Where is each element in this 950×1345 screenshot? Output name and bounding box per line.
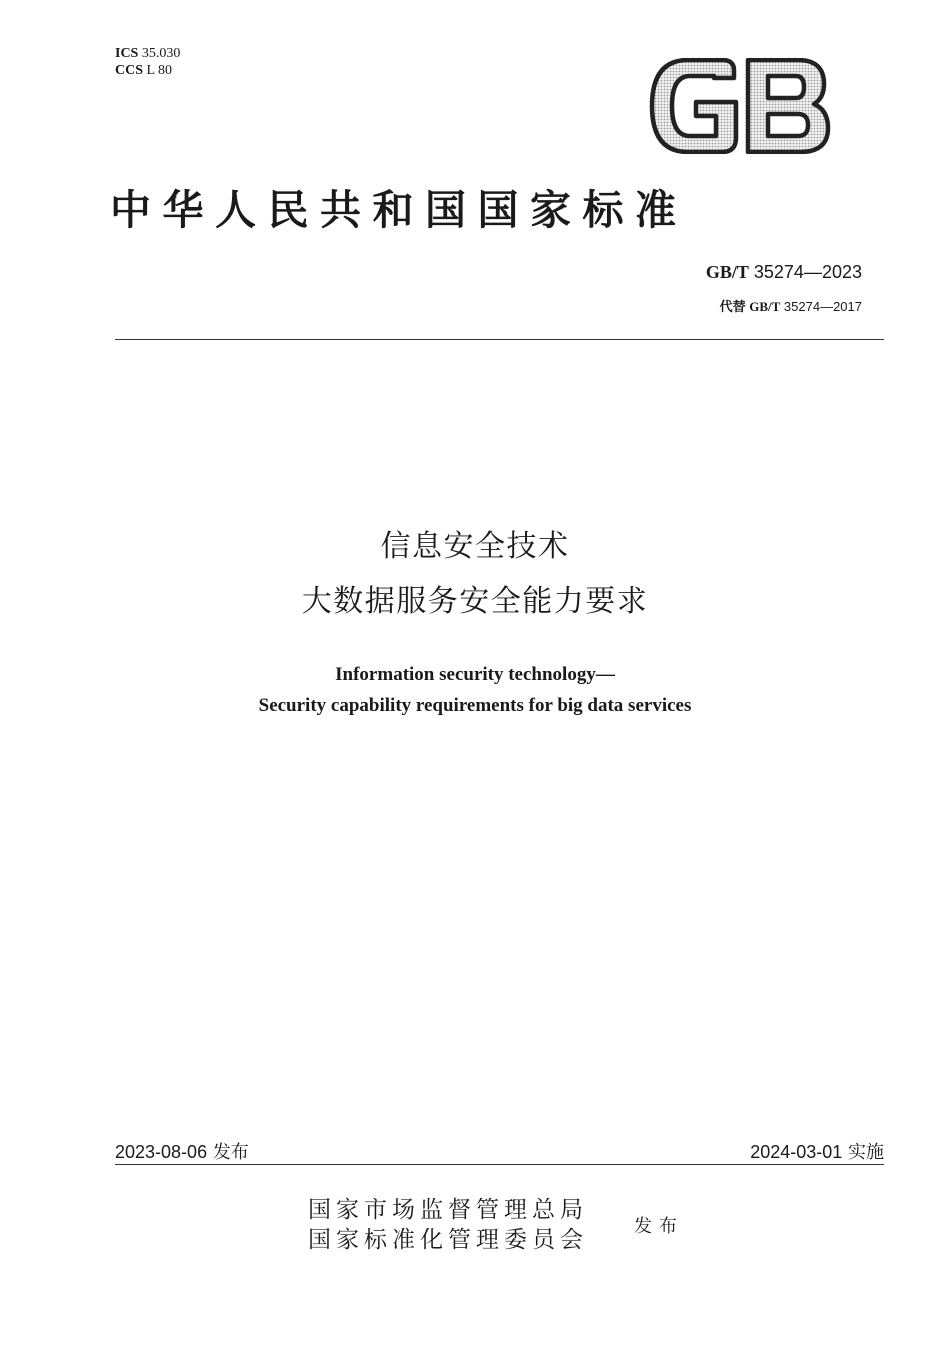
ccs-code: L 80	[146, 63, 173, 78]
classification-codes	[115, 45, 180, 79]
issue-date-value: 2023-08-06	[115, 1142, 208, 1162]
header-divider	[115, 339, 884, 340]
issuer-line1: 国家市场监督管理总局	[308, 1197, 588, 1223]
gb-logo-graphic	[648, 58, 832, 154]
issuing-authorities	[308, 1195, 588, 1255]
standard-prefix: GB/T	[705, 262, 749, 282]
issue-date-label: 发布	[212, 1142, 249, 1163]
issuer-line2: 国家标准化管理委员会	[308, 1227, 588, 1253]
replaces-prefix: GB/T	[749, 299, 781, 314]
publish-label: 发布	[634, 1216, 684, 1237]
ics-code: 35.030	[141, 46, 181, 61]
title-en-line2: Security capability requirements for big data services	[258, 695, 692, 716]
title-cn-line2: 大数据服务安全能力要求	[301, 584, 649, 619]
gb-standard-logo-icon	[648, 58, 832, 154]
implementation-date	[750, 1138, 884, 1164]
title-en-line1: Information security technology—	[335, 664, 615, 685]
standard-type-heading: 中华人民共和国国家标准	[110, 186, 688, 234]
replaces-label: 代替	[719, 300, 746, 315]
title-cn-line1: 信息安全技术	[380, 529, 570, 564]
replaces-standard	[720, 296, 862, 315]
ics-line	[115, 45, 180, 62]
implementation-date-value: 2024-03-01	[750, 1142, 843, 1162]
ics-label: ICS	[115, 46, 139, 61]
implementation-date-label: 实施	[848, 1142, 884, 1163]
footer-divider	[115, 1164, 884, 1165]
replaces-code: 35274—2017	[783, 299, 862, 314]
standard-code: 35274—2023	[753, 262, 862, 282]
issue-date	[115, 1138, 249, 1164]
standard-number	[706, 262, 862, 283]
ccs-label: CCS	[115, 63, 144, 78]
ccs-line	[115, 62, 180, 79]
